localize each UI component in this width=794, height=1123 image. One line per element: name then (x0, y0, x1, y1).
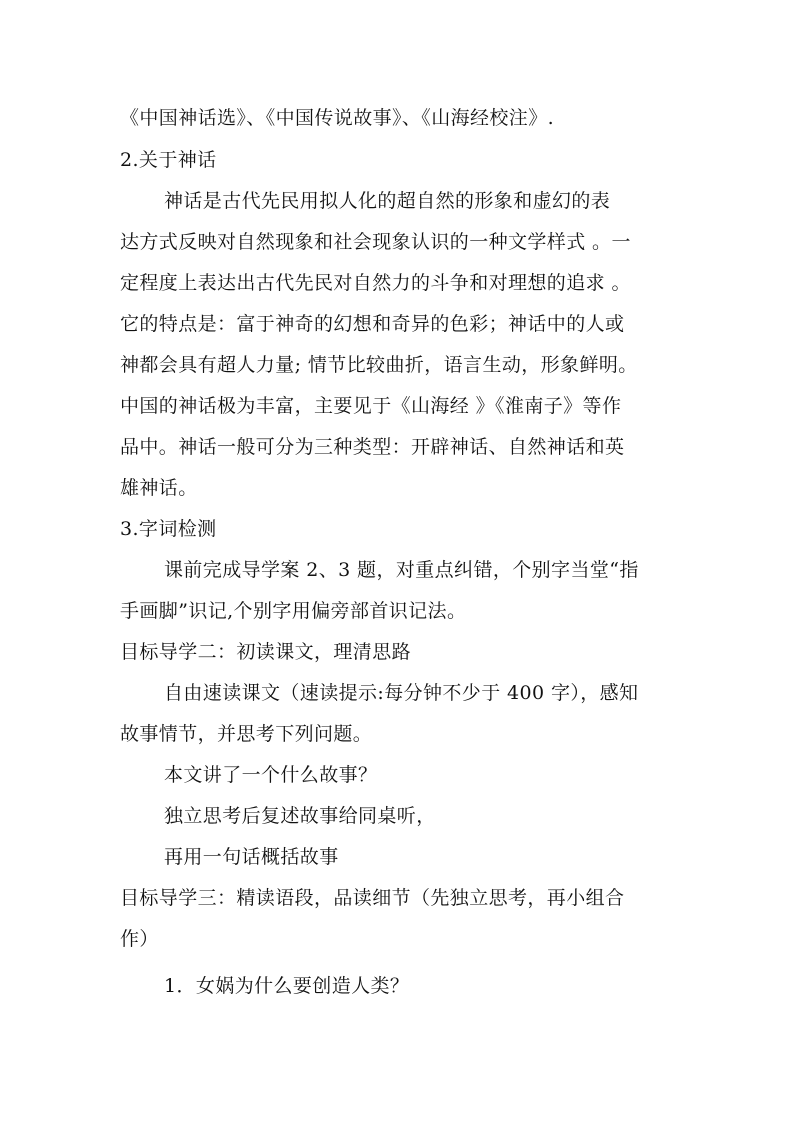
section-heading-word-check: 3.字词检测 (120, 518, 217, 540)
goal-heading-three: 目标导学三：精读语段，品读细节（先独立思考，再小组合 (120, 887, 625, 909)
goal-heading-two: 目标导学二：初读课文，理清思路 (120, 641, 412, 663)
question-line: 本文讲了一个什么故事？ (164, 764, 378, 786)
paragraph-line: 定程度上表达出古代先民对自然力的斗争和对理想的追求 。 (120, 272, 631, 294)
numbered-question: 1．女娲为什么要创造人类？ (164, 975, 410, 997)
section-heading-about-myths: 2.关于神话 (120, 149, 217, 171)
paragraph-line: 手画脚”识记,个别字用偏旁部首识记法。 (120, 600, 467, 622)
paragraph-line: 课前完成导学案 2、3 题，对重点纠错，个别字当堂“指 (164, 559, 639, 581)
instruction-line: 再用一句话概括故事 (164, 846, 339, 868)
paragraph-line: 它的特点是：富于神奇的幻想和奇异的色彩；神话中的人或 (120, 313, 625, 335)
instruction-line: 独立思考后复述故事给同桌听， (164, 805, 436, 827)
reference-books-line: 《中国神话选》、《中国传说故事》、《山海经校注》. (120, 107, 555, 129)
paragraph-line: 神都会具有超人力量; 情节比较曲折，语言生动，形象鲜明。 (120, 354, 638, 376)
paragraph-line: 雄神话。 (120, 477, 198, 499)
paragraph-line: 神话是古代先民用拟人化的超自然的形象和虚幻的表 (164, 190, 611, 212)
paragraph-line: 故事情节，并思考下列问题。 (120, 723, 373, 745)
paragraph-line: 自由速读课文（速读提示:每分钟不少于 400 字），感知 (164, 682, 639, 704)
paragraph-line: 达方式反映对自然现象和社会现象认识的一种文学样式 。一 (120, 231, 631, 253)
goal-heading-three-continued: 作） (120, 928, 159, 950)
paragraph-line: 品中。神话一般可分为三种类型：开辟神话、自然神话和英 (120, 436, 625, 458)
paragraph-line: 中国的神话极为丰富，主要见于《山海经 》《淮南子》等作 (120, 395, 622, 417)
